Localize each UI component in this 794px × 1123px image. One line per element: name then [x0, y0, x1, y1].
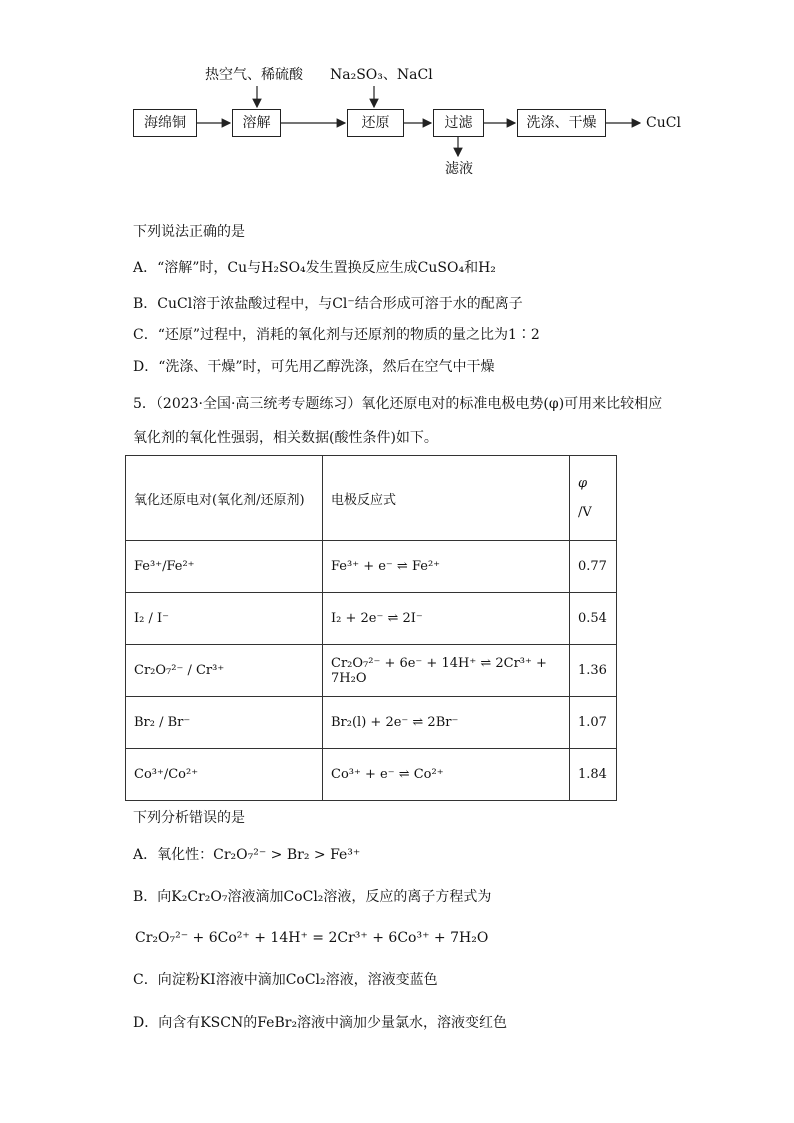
q5-stem-after: 下列分析错误的是: [133, 810, 245, 826]
cell-pair: Fe³⁺/Fe²⁺: [126, 541, 323, 593]
box-reduce: 还原: [347, 109, 404, 137]
header-reaction: 电极反应式: [323, 456, 570, 541]
q4-option-a: A．“溶解”时，Cu与H₂SO₄发生置换反应生成CuSO₄和H₂: [133, 260, 496, 276]
q5-option-d: D．向含有KSCN的FeBr₂溶液中滴加少量氯水，溶液变红色: [133, 1015, 508, 1031]
cell-reaction: I₂ + 2e⁻ ⇌ 2I⁻: [323, 593, 570, 645]
q5-option-b-equation: Cr₂O₇²⁻ + 6Co²⁺ + 14H⁺ = 2Cr³⁺ + 6Co³⁺ + 7H₂O: [135, 930, 489, 946]
q5-option-a: A．氧化性：Cr₂O₇²⁻ > Br₂ > Fe³⁺: [133, 847, 361, 863]
label-filtrate: 滤液: [445, 161, 473, 177]
cell-value: 1.36: [570, 645, 617, 697]
q5-option-b: B．向K₂Cr₂O₇溶液滴加CoCl₂溶液，反应的离子方程式为: [133, 889, 492, 905]
header-potential: [570, 456, 617, 541]
cell-pair: Co³⁺/Co²⁺: [126, 749, 323, 801]
cell-reaction: Fe³⁺ + e⁻ ⇌ Fe²⁺: [323, 541, 570, 593]
label-reduce-input: Na₂SO₃、NaCl: [330, 67, 433, 83]
header-potential-unit: /V: [578, 505, 592, 520]
cell-reaction: Cr₂O₇²⁻ + 6e⁻ + 14H⁺ ⇌ 2Cr³⁺ + 7H₂O: [323, 645, 570, 697]
box-wash-dry: 洗涤、干燥: [517, 109, 606, 137]
cell-value: 0.77: [570, 541, 617, 593]
table-row: [126, 593, 617, 645]
q4-option-b: B．CuCl溶于浓盐酸过程中，与Cl⁻结合形成可溶于水的配离子: [133, 296, 523, 312]
flow-arrows: [0, 0, 794, 200]
potential-table: [125, 455, 617, 801]
q4-option-c: C．“还原”过程中，消耗的氧化剂与还原剂的物质的量之比为1∶2: [133, 327, 540, 343]
cell-reaction: Br₂(l) + 2e⁻ ⇌ 2Br⁻: [323, 697, 570, 749]
header-potential-symbol: φ: [578, 476, 588, 491]
cell-value: 1.07: [570, 697, 617, 749]
box-sponge-copper: 海绵铜: [133, 109, 197, 137]
cell-pair: I₂ / I⁻: [126, 593, 323, 645]
header-pair: 氧化还原电对(氧化剂/还原剂): [126, 456, 323, 541]
table-row: [126, 541, 617, 593]
q5-stem-line1: 5．（2023·全国·高三统考专题练习）氧化还原电对的标准电极电势(φ)可用来比较相应: [133, 396, 663, 412]
q5-stem-line2: 氧化剂的氧化性强弱，相关数据(酸性条件)如下。: [133, 430, 438, 446]
cell-reaction: Co³⁺ + e⁻ ⇌ Co²⁺: [323, 749, 570, 801]
box-dissolve: 溶解: [232, 109, 281, 137]
cell-value: 0.54: [570, 593, 617, 645]
label-dissolve-input: 热空气、稀硫酸: [205, 67, 303, 83]
cell-pair: Cr₂O₇²⁻ / Cr³⁺: [126, 645, 323, 697]
table-row: [126, 697, 617, 749]
table-row: [126, 749, 617, 801]
label-product: CuCl: [646, 115, 681, 131]
cell-pair: Br₂ / Br⁻: [126, 697, 323, 749]
cell-value: 1.84: [570, 749, 617, 801]
q4-option-d: D．“洗涤、干燥”时，可先用乙醇洗涤，然后在空气中干燥: [133, 359, 495, 375]
table-row: [126, 645, 617, 697]
q5-option-c: C．向淀粉KI溶液中滴加CoCl₂溶液，溶液变蓝色: [133, 972, 438, 988]
box-filter: 过滤: [433, 109, 484, 137]
q4-stem: 下列说法正确的是: [133, 224, 245, 240]
table-header-row: [126, 456, 617, 541]
